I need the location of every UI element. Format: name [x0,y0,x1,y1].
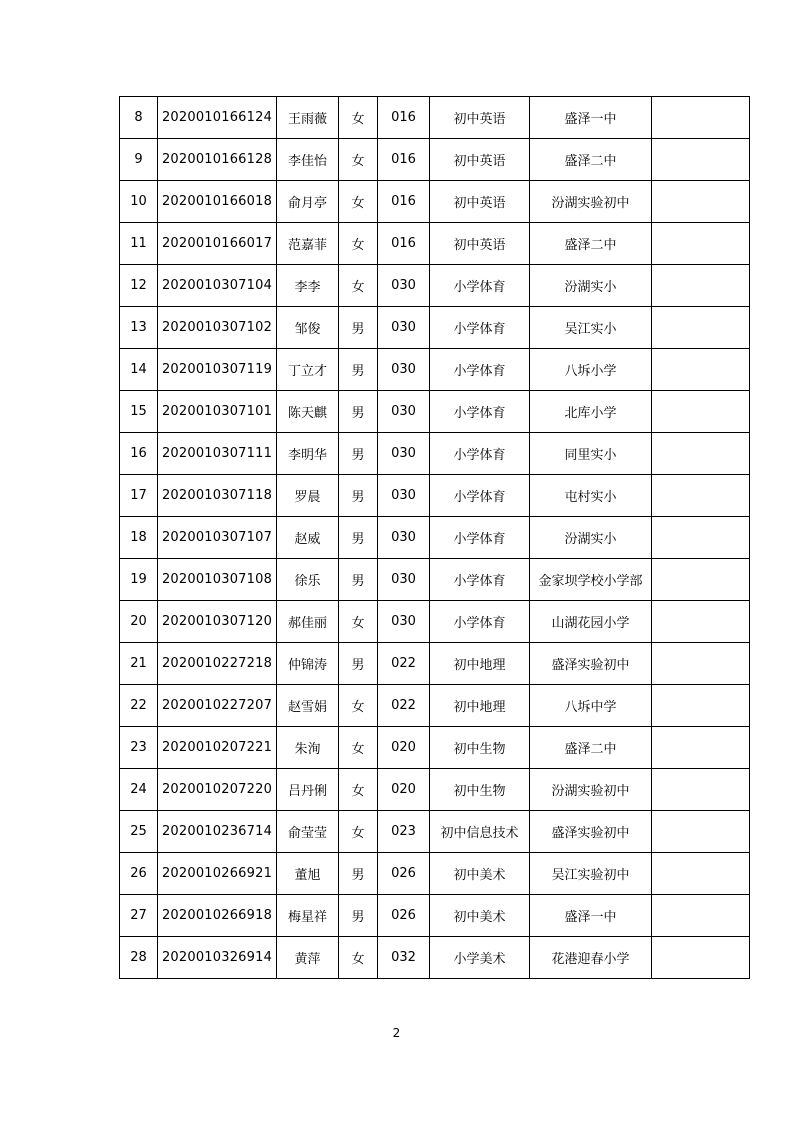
cell-name: 范嘉菲 [277,223,339,265]
cell-gender: 男 [339,643,378,685]
cell-remark [652,391,750,433]
cell-name: 董旭 [277,853,339,895]
cell-gender: 女 [339,265,378,307]
cell-school: 盛泽一中 [530,895,652,937]
cell-subject: 小学体育 [430,475,530,517]
cell-exam-id: 2020010227207 [158,685,277,727]
cell-exam-id: 2020010307108 [158,559,277,601]
cell-seq: 28 [120,937,158,979]
cell-exam-id: 2020010307101 [158,391,277,433]
cell-subject-code: 016 [378,223,430,265]
cell-school: 八坼小学 [530,349,652,391]
table-row [120,223,750,265]
cell-remark [652,853,750,895]
cell-exam-id: 2020010166128 [158,139,277,181]
cell-subject: 小学体育 [430,559,530,601]
cell-subject: 初中地理 [430,685,530,727]
cell-remark [652,811,750,853]
table-row [120,475,750,517]
cell-remark [652,937,750,979]
cell-subject: 小学体育 [430,391,530,433]
cell-name: 梅星祥 [277,895,339,937]
cell-seq: 8 [120,97,158,139]
table-row [120,685,750,727]
cell-remark [652,769,750,811]
cell-exam-id: 2020010207220 [158,769,277,811]
table-row [120,727,750,769]
cell-gender: 男 [339,895,378,937]
cell-school: 吴江实验初中 [530,853,652,895]
cell-exam-id: 2020010326914 [158,937,277,979]
cell-exam-id: 2020010166018 [158,181,277,223]
table-row [120,769,750,811]
cell-school: 同里实小 [530,433,652,475]
cell-name: 王雨薇 [277,97,339,139]
cell-subject: 小学体育 [430,349,530,391]
cell-subject-code: 026 [378,853,430,895]
cell-exam-id: 2020010236714 [158,811,277,853]
cell-exam-id: 2020010266918 [158,895,277,937]
cell-remark [652,685,750,727]
cell-name: 郝佳丽 [277,601,339,643]
cell-gender: 男 [339,517,378,559]
cell-remark [652,895,750,937]
cell-subject: 小学体育 [430,517,530,559]
page-number: 2 [392,1026,401,1040]
cell-school: 盛泽二中 [530,223,652,265]
cell-name: 罗晨 [277,475,339,517]
cell-name: 仲锦涛 [277,643,339,685]
cell-school: 盛泽实验初中 [530,811,652,853]
cell-seq: 23 [120,727,158,769]
table-row [120,559,750,601]
cell-name: 陈天麒 [277,391,339,433]
cell-gender: 男 [339,349,378,391]
cell-seq: 10 [120,181,158,223]
cell-subject: 初中英语 [430,181,530,223]
cell-remark [652,349,750,391]
cell-remark [652,139,750,181]
cell-seq: 21 [120,643,158,685]
cell-subject-code: 023 [378,811,430,853]
cell-subject-code: 022 [378,643,430,685]
cell-remark [652,181,750,223]
cell-seq: 24 [120,769,158,811]
table-row [120,97,750,139]
cell-seq: 17 [120,475,158,517]
cell-school: 盛泽二中 [530,139,652,181]
cell-gender: 女 [339,223,378,265]
cell-school: 盛泽实验初中 [530,643,652,685]
cell-subject: 初中生物 [430,727,530,769]
cell-subject: 初中英语 [430,97,530,139]
cell-seq: 11 [120,223,158,265]
cell-subject: 小学体育 [430,433,530,475]
cell-subject: 小学体育 [430,601,530,643]
table-row [120,391,750,433]
cell-name: 李佳怡 [277,139,339,181]
cell-subject-code: 030 [378,517,430,559]
table-row [120,265,750,307]
cell-subject-code: 030 [378,559,430,601]
cell-school: 汾湖实验初中 [530,769,652,811]
cell-subject: 初中信息技术 [430,811,530,853]
cell-subject-code: 020 [378,727,430,769]
cell-name: 邹俊 [277,307,339,349]
cell-seq: 25 [120,811,158,853]
cell-exam-id: 2020010227218 [158,643,277,685]
cell-school: 金家坝学校小学部 [530,559,652,601]
cell-school: 屯村实小 [530,475,652,517]
cell-name: 徐乐 [277,559,339,601]
cell-subject: 小学美术 [430,937,530,979]
cell-name: 吕丹俐 [277,769,339,811]
cell-gender: 男 [339,391,378,433]
cell-gender: 女 [339,181,378,223]
cell-gender: 女 [339,937,378,979]
cell-name: 丁立才 [277,349,339,391]
cell-seq: 26 [120,853,158,895]
cell-gender: 男 [339,559,378,601]
cell-gender: 男 [339,475,378,517]
cell-exam-id: 2020010307111 [158,433,277,475]
roster-table [119,96,750,979]
cell-school: 盛泽二中 [530,727,652,769]
cell-name: 俞莹莹 [277,811,339,853]
table-row [120,937,750,979]
table-row [120,139,750,181]
cell-exam-id: 2020010307104 [158,265,277,307]
cell-remark [652,601,750,643]
cell-subject: 小学体育 [430,265,530,307]
cell-remark [652,727,750,769]
cell-name: 赵雪娟 [277,685,339,727]
cell-school: 汾湖实验初中 [530,181,652,223]
cell-remark [652,307,750,349]
cell-seq: 13 [120,307,158,349]
cell-subject: 初中美术 [430,853,530,895]
table-row [120,643,750,685]
cell-remark [652,97,750,139]
cell-seq: 15 [120,391,158,433]
cell-seq: 14 [120,349,158,391]
cell-subject-code: 030 [378,433,430,475]
table-row [120,853,750,895]
cell-name: 黄萍 [277,937,339,979]
cell-seq: 20 [120,601,158,643]
cell-subject: 初中生物 [430,769,530,811]
cell-seq: 19 [120,559,158,601]
cell-exam-id: 2020010307120 [158,601,277,643]
cell-exam-id: 2020010166124 [158,97,277,139]
table-row [120,349,750,391]
cell-name: 李李 [277,265,339,307]
cell-subject-code: 026 [378,895,430,937]
table-row [120,181,750,223]
cell-remark [652,643,750,685]
cell-school: 花港迎春小学 [530,937,652,979]
cell-exam-id: 2020010307118 [158,475,277,517]
table-row [120,307,750,349]
cell-gender: 女 [339,601,378,643]
cell-subject: 小学体育 [430,307,530,349]
cell-name: 赵威 [277,517,339,559]
cell-remark [652,475,750,517]
cell-gender: 男 [339,853,378,895]
table-row [120,517,750,559]
cell-gender: 男 [339,433,378,475]
cell-gender: 男 [339,307,378,349]
cell-remark [652,559,750,601]
cell-subject: 初中美术 [430,895,530,937]
cell-subject: 初中英语 [430,223,530,265]
cell-subject-code: 030 [378,349,430,391]
table-row [120,433,750,475]
cell-seq: 27 [120,895,158,937]
cell-subject-code: 030 [378,265,430,307]
cell-subject-code: 030 [378,475,430,517]
cell-subject-code: 030 [378,307,430,349]
table-row [120,895,750,937]
cell-gender: 女 [339,727,378,769]
cell-exam-id: 2020010166017 [158,223,277,265]
cell-exam-id: 2020010307107 [158,517,277,559]
cell-name: 李明华 [277,433,339,475]
cell-school: 吴江实小 [530,307,652,349]
cell-subject-code: 020 [378,769,430,811]
cell-subject-code: 030 [378,391,430,433]
cell-subject-code: 032 [378,937,430,979]
cell-name: 俞月亭 [277,181,339,223]
cell-gender: 女 [339,769,378,811]
cell-subject: 初中英语 [430,139,530,181]
cell-school: 八坼中学 [530,685,652,727]
cell-seq: 9 [120,139,158,181]
cell-gender: 女 [339,139,378,181]
cell-gender: 女 [339,811,378,853]
cell-exam-id: 2020010307119 [158,349,277,391]
cell-exam-id: 2020010266921 [158,853,277,895]
cell-subject-code: 016 [378,97,430,139]
cell-seq: 12 [120,265,158,307]
cell-gender: 女 [339,97,378,139]
cell-subject-code: 030 [378,601,430,643]
cell-remark [652,223,750,265]
cell-name: 朱洵 [277,727,339,769]
cell-subject-code: 022 [378,685,430,727]
table-row [120,601,750,643]
cell-remark [652,433,750,475]
cell-remark [652,265,750,307]
cell-seq: 22 [120,685,158,727]
cell-gender: 女 [339,685,378,727]
cell-school: 山湖花园小学 [530,601,652,643]
cell-school: 汾湖实小 [530,265,652,307]
cell-exam-id: 2020010207221 [158,727,277,769]
cell-seq: 16 [120,433,158,475]
cell-subject-code: 016 [378,181,430,223]
cell-school: 汾湖实小 [530,517,652,559]
cell-school: 北库小学 [530,391,652,433]
roster-table-body [120,97,750,979]
cell-subject: 初中地理 [430,643,530,685]
cell-exam-id: 2020010307102 [158,307,277,349]
cell-subject-code: 016 [378,139,430,181]
table-row [120,811,750,853]
cell-school: 盛泽一中 [530,97,652,139]
cell-seq: 18 [120,517,158,559]
cell-remark [652,517,750,559]
